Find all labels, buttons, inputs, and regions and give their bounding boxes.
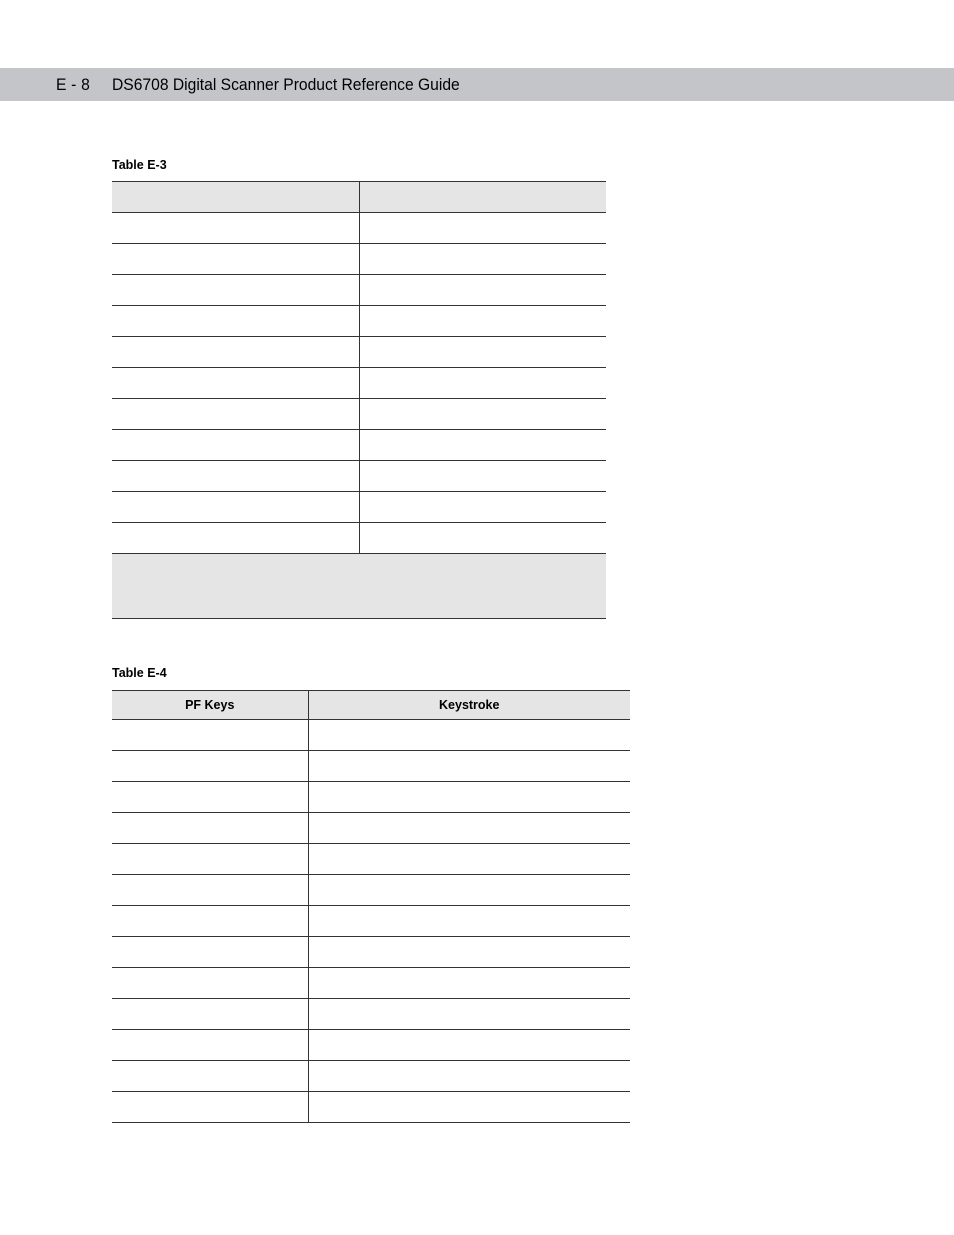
table-footnote [112, 554, 606, 619]
table-cell [112, 523, 359, 554]
table-cell [308, 968, 630, 999]
table-row [112, 782, 630, 813]
table-cell [112, 751, 308, 782]
table-cell [112, 844, 308, 875]
table-cell [112, 399, 359, 430]
table-row [112, 399, 606, 430]
table-row [112, 244, 606, 275]
table-cell [112, 906, 308, 937]
table-cell [112, 875, 308, 906]
table-cell [308, 1061, 630, 1092]
table-row [112, 906, 630, 937]
table-row [112, 844, 630, 875]
table-cell [112, 999, 308, 1030]
table-cell [308, 937, 630, 968]
table-row [112, 523, 606, 554]
table-cell [308, 1030, 630, 1061]
table-e3 [112, 181, 606, 619]
table-footnote-row [112, 554, 606, 619]
table-cell [112, 813, 308, 844]
table-row [112, 875, 630, 906]
table-row [112, 1092, 630, 1123]
table-cell [359, 275, 606, 306]
table-e3-caption: Table E-3 [112, 158, 167, 172]
table-row [112, 1030, 630, 1061]
table-row [112, 213, 606, 244]
table-cell [112, 213, 359, 244]
table-cell [359, 337, 606, 368]
table-cell [308, 720, 630, 751]
table-cell [112, 461, 359, 492]
table-row [112, 461, 606, 492]
table-row [112, 720, 630, 751]
table-cell [359, 244, 606, 275]
table-cell [112, 492, 359, 523]
table-cell [112, 720, 308, 751]
table-row [112, 368, 606, 399]
table-cell [112, 937, 308, 968]
table-cell [308, 999, 630, 1030]
table-cell [112, 782, 308, 813]
column-header-keystroke: Keystroke [308, 691, 630, 720]
table-row [112, 306, 606, 337]
table-cell [359, 399, 606, 430]
table-cell [359, 492, 606, 523]
table-cell [359, 213, 606, 244]
table-cell [359, 306, 606, 337]
table-cell [308, 844, 630, 875]
table-cell [308, 1092, 630, 1123]
table-cell [359, 430, 606, 461]
table-row [112, 337, 606, 368]
table-cell [112, 337, 359, 368]
table-header-row [112, 182, 606, 213]
table-row [112, 999, 630, 1030]
table-cell [308, 751, 630, 782]
table-cell [112, 306, 359, 337]
table-cell [112, 968, 308, 999]
table-cell [308, 782, 630, 813]
table-row [112, 275, 606, 306]
table-cell [112, 275, 359, 306]
table-cell [359, 368, 606, 399]
column-header-pf-keys: PF Keys [112, 691, 308, 720]
table-cell [112, 244, 359, 275]
table-cell [359, 523, 606, 554]
table-cell [308, 813, 630, 844]
column-header [112, 182, 359, 213]
table-header-row [112, 691, 630, 720]
table-e4-caption: Table E-4 [112, 666, 167, 680]
table-cell [112, 1061, 308, 1092]
table-cell [359, 461, 606, 492]
table-cell [112, 1092, 308, 1123]
table-row [112, 492, 606, 523]
table-cell [308, 906, 630, 937]
table-row [112, 937, 630, 968]
table-cell [112, 1030, 308, 1061]
document-title: DS6708 Digital Scanner Product Reference Guide [112, 75, 460, 94]
table-row [112, 1061, 630, 1092]
table-row [112, 813, 630, 844]
table-row [112, 751, 630, 782]
column-header [359, 182, 606, 213]
table-row [112, 430, 606, 461]
page-number: E - 8 [56, 75, 90, 94]
table-cell [112, 430, 359, 461]
table-row [112, 968, 630, 999]
table-cell [112, 368, 359, 399]
table-cell [308, 875, 630, 906]
table-e4 [112, 690, 630, 1123]
